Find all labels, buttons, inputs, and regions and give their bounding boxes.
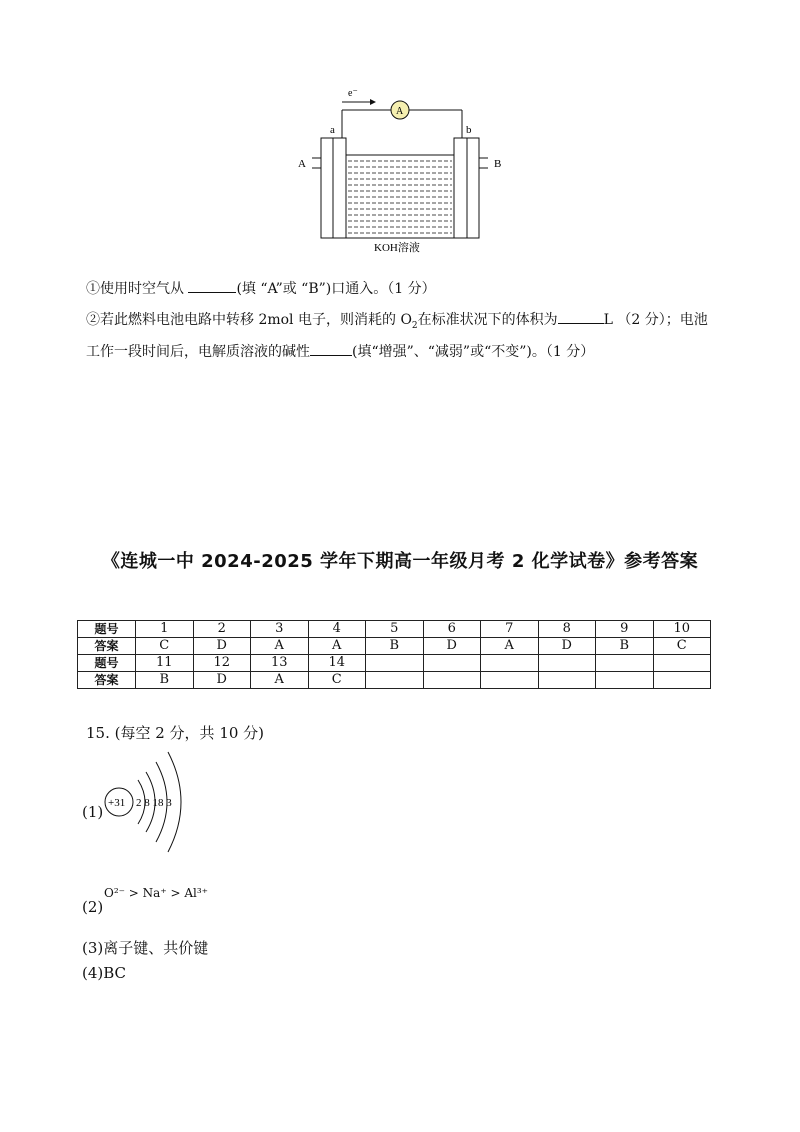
atom-structure-diagram	[100, 748, 200, 858]
q15-part2-ions: O²⁻ > Na⁺ > Al³⁺	[104, 886, 208, 900]
table-cell: C	[136, 638, 194, 655]
row-label-answer: 答案	[78, 672, 136, 689]
answer-table	[77, 620, 711, 689]
table-cell: 11	[136, 655, 194, 672]
q2-text-post: L （2 分）；电池	[603, 312, 708, 328]
table-cell: A	[251, 672, 309, 689]
question-3	[86, 341, 594, 362]
atom-shells: 2 8 18 3	[136, 797, 172, 809]
q3-blank	[310, 341, 352, 356]
row-label-number: 题号	[78, 621, 136, 638]
table-cell: B	[366, 638, 424, 655]
inlet-B-label: B	[494, 158, 502, 170]
inlet-A-label: A	[298, 158, 306, 170]
table-cell	[596, 655, 654, 672]
table-cell	[481, 655, 539, 672]
q1-blank	[188, 278, 236, 293]
table-cell: 4	[308, 621, 366, 638]
q15-part4: (4)BC	[82, 964, 127, 982]
solution-label: KOH溶液	[374, 242, 420, 254]
table-row	[78, 672, 711, 689]
q2-subscript: 2	[411, 320, 418, 331]
table-cell: D	[193, 638, 251, 655]
q1-text-post: (填 “A”或 “B”)口通入。（1 分）	[236, 281, 436, 297]
table-cell: 13	[251, 655, 309, 672]
answer-title: 《连城一中 2024-2025 学年下期高一年级月考 2 化学试卷》参考答案	[101, 551, 699, 572]
electrode-a-label: a	[330, 124, 335, 136]
table-cell: 6	[423, 621, 481, 638]
table-cell: B	[596, 638, 654, 655]
table-cell	[423, 655, 481, 672]
table-cell: 14	[308, 655, 366, 672]
table-cell: D	[538, 638, 596, 655]
q2-blank	[558, 309, 604, 324]
table-cell: 7	[481, 621, 539, 638]
table-cell	[538, 655, 596, 672]
q2-text-pre: ②若此燃料电池电路中转移 2mol 电子，则消耗的 O	[86, 312, 412, 328]
question-2	[86, 309, 708, 336]
question-1	[86, 278, 436, 299]
q3-text-pre: 工作一段时间后，电解质溶液的碱性	[86, 344, 310, 360]
table-row	[78, 621, 711, 638]
q1-text-pre: ①使用时空气从	[86, 281, 184, 297]
atom-nucleus: +31	[108, 797, 126, 809]
table-cell	[366, 655, 424, 672]
q15-header: 15. (每空 2 分，共 10 分)	[86, 724, 265, 742]
table-cell: C	[308, 672, 366, 689]
table-cell	[653, 655, 711, 672]
table-cell: 8	[538, 621, 596, 638]
table-cell	[538, 672, 596, 689]
row-label-answer: 答案	[78, 638, 136, 655]
table-cell: C	[653, 638, 711, 655]
table-row	[78, 638, 711, 655]
electrode-b-label: b	[466, 124, 472, 136]
table-cell: 2	[193, 621, 251, 638]
table-cell	[366, 672, 424, 689]
q15-part3: (3)离子键、共价键	[82, 939, 209, 957]
table-cell: 10	[653, 621, 711, 638]
table-cell: 3	[251, 621, 309, 638]
q15-part2-label: (2)	[82, 898, 104, 916]
row-label-number: 题号	[78, 655, 136, 672]
table-cell	[653, 672, 711, 689]
table-row	[78, 655, 711, 672]
q3-text-post: (填“增强”、“减弱”或“不变”)。（1 分）	[352, 344, 595, 360]
table-cell: D	[423, 638, 481, 655]
table-cell: A	[481, 638, 539, 655]
table-cell	[596, 672, 654, 689]
table-cell: A	[251, 638, 309, 655]
table-cell: 5	[366, 621, 424, 638]
ammeter-label: A	[396, 106, 404, 117]
table-cell: 9	[596, 621, 654, 638]
table-cell: A	[308, 638, 366, 655]
table-cell	[423, 672, 481, 689]
table-cell	[481, 672, 539, 689]
q15-part1-label: (1)	[82, 803, 104, 821]
table-cell: D	[193, 672, 251, 689]
table-cell: 12	[193, 655, 251, 672]
fuel-cell-diagram	[290, 85, 510, 255]
electron-label: e⁻	[348, 88, 358, 99]
table-cell: 1	[136, 621, 194, 638]
q2-text-mid: 在标准状况下的体积为	[417, 312, 558, 328]
table-cell: B	[136, 672, 194, 689]
